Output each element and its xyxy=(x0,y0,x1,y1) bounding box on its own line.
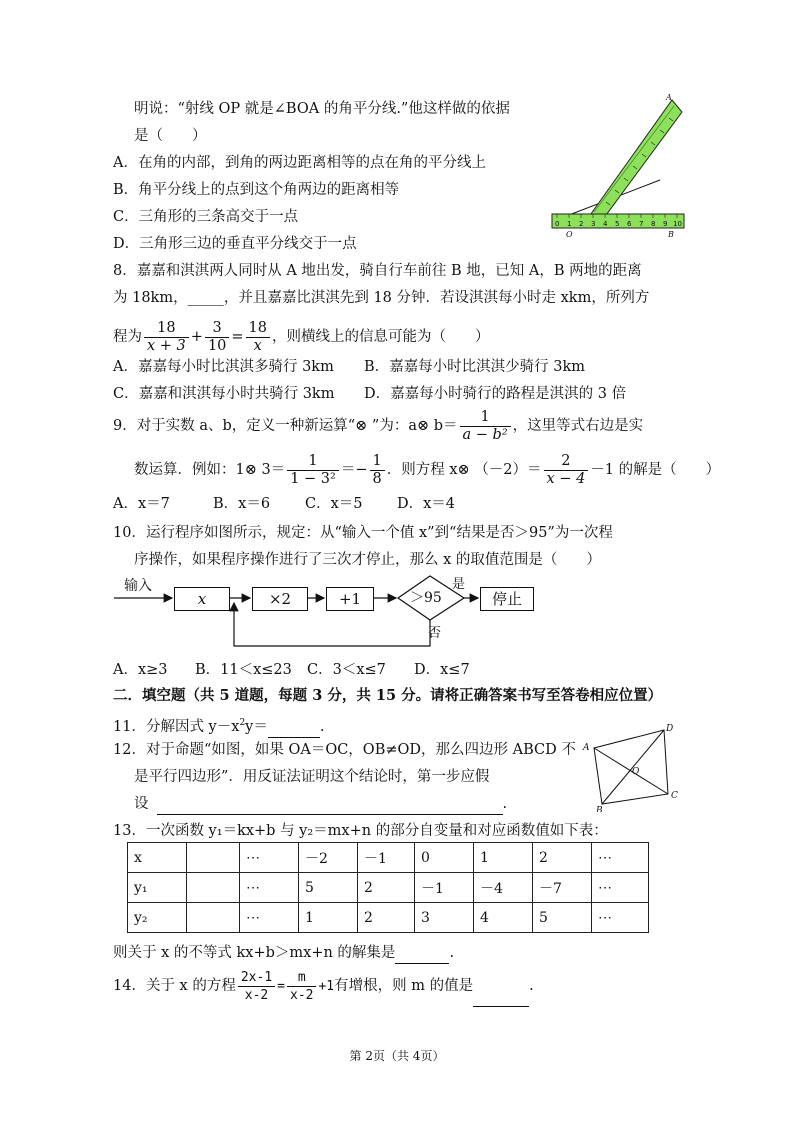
q9-frac3-num: 1 xyxy=(370,453,385,471)
table-cell xyxy=(187,843,240,873)
q8-option-a: A．嘉嘉每小时比淇淇多骑行 3km xyxy=(113,359,334,375)
ruler-tick-2: 2 xyxy=(579,220,584,228)
ruler-tick-6: 6 xyxy=(627,220,632,228)
q14-plus1: +1 xyxy=(318,979,335,994)
quad-label-a: A xyxy=(583,743,590,753)
quad-label-o: O xyxy=(632,767,640,777)
quad-label-d: D xyxy=(666,724,674,734)
ruler-tick-0: 0 xyxy=(555,220,560,228)
q8-line3-post: ，则横线上的信息可能为（ ） xyxy=(272,329,490,345)
q11-post: . xyxy=(319,718,325,735)
ruler-tick-7: 7 xyxy=(639,220,644,228)
table-cell: 0 xyxy=(415,843,474,873)
q8-frac1-den: x + 3 xyxy=(147,337,186,354)
q12-line1: 12．对于命题“如图，如果 OA＝OC，OB≠OD，那么四边形 ABCD 不 xyxy=(113,742,576,758)
table-cell: ⋯ xyxy=(240,903,299,933)
q13-after-text: 则关于 x 的不等式 kx+b＞mx+n 的解集是 xyxy=(113,945,396,961)
table-cell: 3 xyxy=(415,903,474,933)
flow-stop-box: 停止 xyxy=(480,587,534,611)
flow-no-label: 否 xyxy=(428,626,442,641)
q14-eq: = xyxy=(277,979,285,994)
q14-frac1-den: x-2 xyxy=(244,987,269,1003)
q9-option-b: B．x＝6 xyxy=(213,496,271,512)
table-cell: y₁ xyxy=(128,873,187,903)
table-cell xyxy=(187,873,240,903)
table-cell: ⋯ xyxy=(240,873,299,903)
q9-frac4-num: 2 xyxy=(544,453,589,471)
q8-eq: = xyxy=(231,329,244,345)
q8-frac3-num: 18 xyxy=(246,320,270,338)
q8-line3 xyxy=(113,316,490,358)
q7-option-c: C．三角形的三条高交于一点 xyxy=(113,209,299,225)
table-cell: －1 xyxy=(358,843,415,873)
quad-label-b: B xyxy=(596,806,603,812)
q9-l2-post: －1 的解是（ ） xyxy=(590,462,721,478)
ruler-tick-5: 5 xyxy=(615,220,620,228)
q11-answer-blank[interactable] xyxy=(268,717,320,738)
q8-frac3 xyxy=(246,320,270,355)
q12-line3 xyxy=(134,794,507,815)
q9-frac1 xyxy=(460,409,511,444)
q9-l1-pre: 9．对于实数 a、b，定义一种新运算“⊗ ”为：a⊗ b＝ xyxy=(113,418,458,434)
table-cell: ⋯ xyxy=(240,843,299,873)
ruler-tick-4: 4 xyxy=(603,220,608,228)
table-cell: ⋯ xyxy=(592,843,649,873)
q8-frac2-num: 3 xyxy=(205,320,229,338)
flow-input-label: 输入 xyxy=(124,578,152,594)
table-cell: 2 xyxy=(358,873,415,903)
label-b: B xyxy=(668,230,674,239)
table-cell: 1 xyxy=(299,903,358,933)
tilted-ruler xyxy=(588,100,682,226)
table-cell: 2 xyxy=(533,843,592,873)
q13-after xyxy=(113,943,454,964)
table-cell: 4 xyxy=(474,903,533,933)
q11-sup: 2 xyxy=(239,718,246,728)
q10-option-d: D．x≤7 xyxy=(414,662,470,678)
q9-frac4-den: x − 4 xyxy=(546,470,586,487)
q9-frac1-num: 1 xyxy=(460,409,511,427)
q11-line xyxy=(113,713,324,738)
q8-line2: 为 18km，_____，并且嘉嘉比淇淇先到 18 分钟．若设淇淇每小时走 xkm，所列方 xyxy=(113,290,650,306)
q9-frac2-den: 1 − 3² xyxy=(290,470,336,487)
table-cell: 2 xyxy=(358,903,415,933)
flow-yes-label: 是 xyxy=(452,577,466,592)
table-cell: y₂ xyxy=(128,903,187,933)
q9-option-d: D．x＝4 xyxy=(397,496,456,512)
q13-answer-blank[interactable] xyxy=(395,943,449,964)
page-footer: 第 2页（共 4页） xyxy=(349,1049,445,1063)
ruler-tick-3: 3 xyxy=(591,220,596,228)
q12-line2: 是平行四边形”．用反证法证明这个结论时，第一步应假 xyxy=(134,769,490,785)
q8-frac1-num: 18 xyxy=(144,320,189,338)
q14-frac1-num: 2x-1 xyxy=(238,969,275,987)
q9-frac2-num: 1 xyxy=(287,453,339,471)
q10-line2: 序操作，如果程序操作进行了三次才停止，那么 x 的取值范围是（ ） xyxy=(134,552,601,568)
q10-line1: 10．运行程序如图所示，规定：从“输入一个值 x”到“结果是否＞95”为一次程 xyxy=(113,525,613,541)
table-cell: 5 xyxy=(299,873,358,903)
q7-option-b: B．角平分线上的点到这个角两边的距离相等 xyxy=(113,182,400,198)
q12-line3-post: . xyxy=(502,796,508,812)
table-cell: x xyxy=(128,843,187,873)
table-cell: 1 xyxy=(474,843,533,873)
q9-l1-post: ，这里等式右边是实 xyxy=(512,418,644,434)
q9-l2-mid: ．则方程 x⊗ （－2）＝ xyxy=(386,462,542,478)
q14-line xyxy=(113,966,534,1007)
ruler-tick-10: 10 xyxy=(673,220,682,228)
q9-frac3-den: 8 xyxy=(372,470,382,487)
q8-option-c: C．嘉嘉和淇淇每小时共骑行 3km xyxy=(113,386,335,402)
q13-intro: 13．一次函数 y₁＝kx+b 与 y₂＝mx+n 的部分自变量和对应函数值如下表： xyxy=(113,823,608,839)
q11-pre: 11．分解因式 y－x xyxy=(113,718,240,735)
q10-option-b: B．11＜x≤23 xyxy=(195,662,292,678)
table-row xyxy=(128,843,649,873)
q14-frac2-num: m xyxy=(287,969,316,987)
q7-option-a: A．在角的内部，到角的两边距离相等的点在角的平分线上 xyxy=(113,155,486,171)
q8-option-b: B．嘉嘉每小时比淇淇少骑行 3km xyxy=(364,359,586,375)
q9-eq2: ＝− xyxy=(340,462,368,478)
q9-line1 xyxy=(113,404,643,448)
q8-plus: + xyxy=(190,329,203,345)
q14-frac2-den: x-2 xyxy=(290,987,314,1003)
table-cell: ⋯ xyxy=(592,903,649,933)
flow-plus1-box: +1 xyxy=(326,587,374,611)
q7-option-d: D．三角形三边的垂直平分线交于一点 xyxy=(113,236,357,252)
q8-frac1 xyxy=(144,320,189,355)
q14-answer-blank[interactable] xyxy=(473,966,529,1007)
q8-frac2-den: 10 xyxy=(207,337,227,354)
table-cell: －2 xyxy=(299,843,358,873)
ruler-tick-9: 9 xyxy=(663,220,668,228)
table-row xyxy=(128,873,649,903)
quad-label-c: C xyxy=(671,791,678,801)
q11-mid: y＝ xyxy=(245,718,268,735)
table-cell: ⋯ xyxy=(592,873,649,903)
q14-frac1 xyxy=(238,969,275,1004)
table-row xyxy=(128,903,649,933)
q13-after-post: . xyxy=(449,945,455,961)
q14-frac2 xyxy=(287,969,316,1004)
q10-option-c: C．3＜x≤7 xyxy=(307,662,386,678)
q9-option-c: C．x＝5 xyxy=(305,496,363,512)
q7-line2: 是（ ） xyxy=(134,128,207,144)
q8-line3-pre: 程为 xyxy=(113,329,142,345)
q10-option-a: A．x≥3 xyxy=(113,662,168,678)
q9-option-a: A．x＝7 xyxy=(113,496,170,512)
table-cell: －4 xyxy=(474,873,533,903)
q8-line1: 8．嘉嘉和淇淇两人同时从 A 地出发，骑自行车前往 B 地，已知 A，B 两地的距离 xyxy=(113,263,642,279)
q7-line1: 明说：“射线 OP 就是∠BOA 的角平分线.”他这样做的依据 xyxy=(134,101,510,117)
flow-times2-box: ×2 xyxy=(252,587,308,611)
ruler-tick-8: 8 xyxy=(651,220,656,228)
table-cell: －1 xyxy=(415,873,474,903)
q9-frac2 xyxy=(287,453,339,488)
table-cell: 5 xyxy=(533,903,592,933)
quadrilateral-figure xyxy=(580,722,690,812)
label-a: A xyxy=(666,93,672,102)
ruler-figure xyxy=(548,92,688,242)
q14-post: 有增根，则 m 的值是 xyxy=(334,978,474,994)
flow-cond-label: ＞95 xyxy=(410,590,442,606)
q8-frac3-den: x xyxy=(253,337,262,354)
q12-answer-blank[interactable] xyxy=(157,794,503,815)
section2-title: 二．填空题（共 5 道题，每题 3 分，共 15 分。请将正确答案书写至答卷相应位置） xyxy=(113,687,663,704)
q9-frac4 xyxy=(544,453,589,488)
table-cell: －7 xyxy=(533,873,592,903)
label-o: O xyxy=(566,230,573,239)
table-cell xyxy=(187,903,240,933)
q14-pre: 14．关于 x 的方程 xyxy=(113,978,236,994)
q9-line2 xyxy=(134,448,720,492)
q8-frac2 xyxy=(205,320,229,355)
flowchart-arrows xyxy=(110,570,550,660)
flow-x-box: x xyxy=(174,587,230,611)
q8-option-d: D．嘉嘉每小时骑行的路程是淇淇的 3 倍 xyxy=(364,386,627,402)
q12-line3-text: 设 xyxy=(134,796,149,812)
q9-frac3 xyxy=(370,453,385,488)
q9-l2-pre: 数运算．例如：1⊗ 3＝ xyxy=(134,462,286,478)
value-table xyxy=(127,842,649,933)
q14-post2: . xyxy=(529,978,534,994)
ruler-tick-1: 1 xyxy=(567,220,572,228)
q9-frac1-den: a − b² xyxy=(462,426,508,443)
